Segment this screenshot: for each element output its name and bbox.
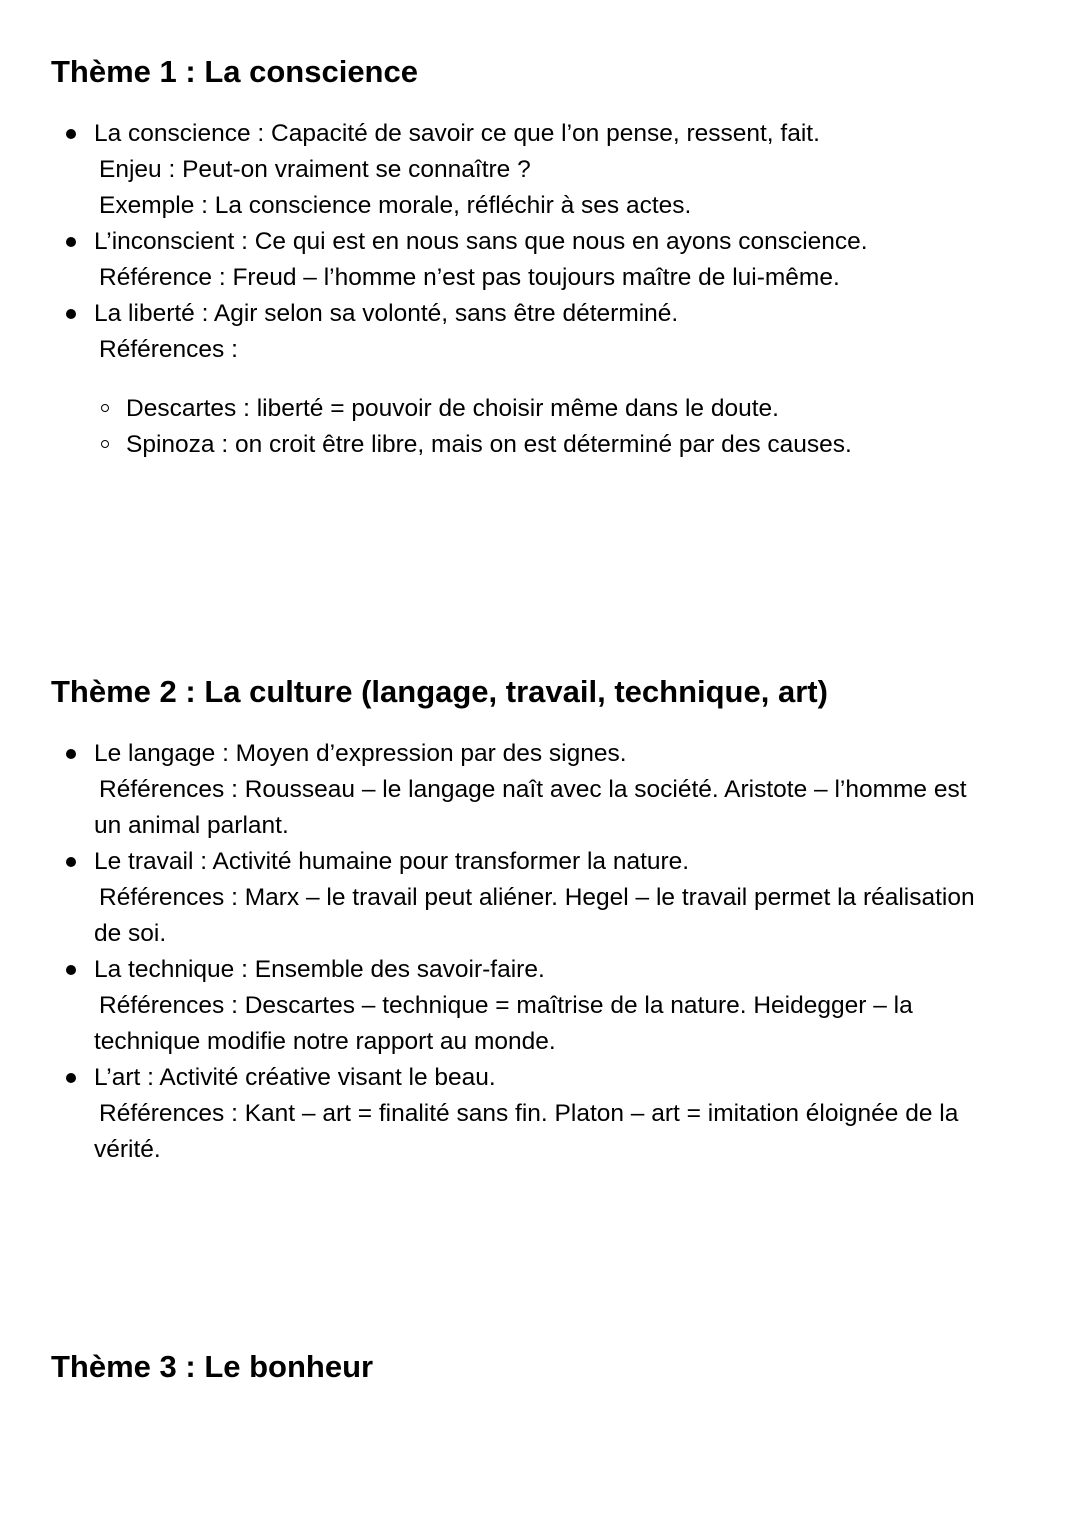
- item-definition: L’inconscient : Ce qui est en nous sans que nous en ayons conscience.: [94, 228, 868, 255]
- item-definition: Le travail : Activité humaine pour transformer la nature.: [94, 848, 690, 875]
- item-definition: La conscience : Capacité de savoir ce que l’on pense, ressent, fait.: [94, 120, 820, 147]
- theme-1-list: [0, 116, 1080, 463]
- item-definition: L’art : Activité créative visant le beau.: [94, 1064, 496, 1091]
- item-definition: La technique : Ensemble des savoir-faire.: [94, 956, 545, 983]
- sub-item-text: Spinoza : on croit être libre, mais on est déterminé par des causes.: [126, 431, 852, 458]
- sub-list-item: [94, 427, 1028, 463]
- item-line: Référence : Freud – l’homme n’est pas toujours maître de lui-même.: [99, 264, 840, 291]
- sub-list: [94, 391, 1028, 463]
- item-references: Références : Descartes – technique = maîtrise de la nature. Heidegger – la: [99, 992, 913, 1019]
- list-item-technique: [0, 952, 1080, 1060]
- bullet-icon: [66, 749, 76, 759]
- item-definition: La liberté : Agir selon sa volonté, sans être déterminé.: [94, 300, 679, 327]
- item-line: Enjeu : Peut-on vraiment se connaître ?: [99, 156, 531, 183]
- theme-1-title: Thème 1 : La conscience: [51, 54, 418, 89]
- sub-list-item: [94, 391, 1028, 427]
- sub-item-text: Descartes : liberté = pouvoir de choisir même dans le doute.: [126, 395, 779, 422]
- bullet-icon: [66, 1073, 76, 1083]
- theme-2-list: [0, 736, 1080, 1168]
- item-references: Références : Rousseau – le langage naît avec la société. Aristote – l’homme est: [99, 776, 967, 803]
- bullet-icon: [66, 129, 76, 139]
- item-definition: Le langage : Moyen d’expression par des signes.: [94, 740, 627, 767]
- circle-bullet-icon: [101, 404, 109, 412]
- bullet-icon: [66, 857, 76, 867]
- theme-3-title: Thème 3 : Le bonheur: [51, 1349, 374, 1384]
- list-item-inconscient: [0, 224, 1080, 296]
- item-references: Références : Kant – art = finalité sans fin. Platon – art = imitation éloignée de la: [99, 1100, 959, 1127]
- item-line: Références :: [99, 336, 238, 363]
- list-item-art: [0, 1060, 1080, 1168]
- item-line: Exemple : La conscience morale, réfléchir à ses actes.: [99, 192, 692, 219]
- list-item-langage: [0, 736, 1080, 844]
- bullet-icon: [66, 965, 76, 975]
- circle-bullet-icon: [101, 440, 109, 448]
- item-references-cont: un animal parlant.: [94, 812, 289, 839]
- item-references: Références : Marx – le travail peut aliéner. Hegel – le travail permet la réalisation: [99, 884, 975, 911]
- theme-2-title: Thème 2 : La culture (langage, travail, technique, art): [51, 674, 828, 709]
- item-references-cont: de soi.: [94, 920, 167, 947]
- item-references-cont: vérité.: [94, 1136, 161, 1163]
- list-item-travail: [0, 844, 1080, 952]
- list-item-conscience: [0, 116, 1080, 224]
- item-references-cont: technique modifie notre rapport au monde.: [94, 1028, 556, 1055]
- bullet-icon: [66, 309, 76, 319]
- list-item-liberte: [0, 296, 1080, 463]
- bullet-icon: [66, 237, 76, 247]
